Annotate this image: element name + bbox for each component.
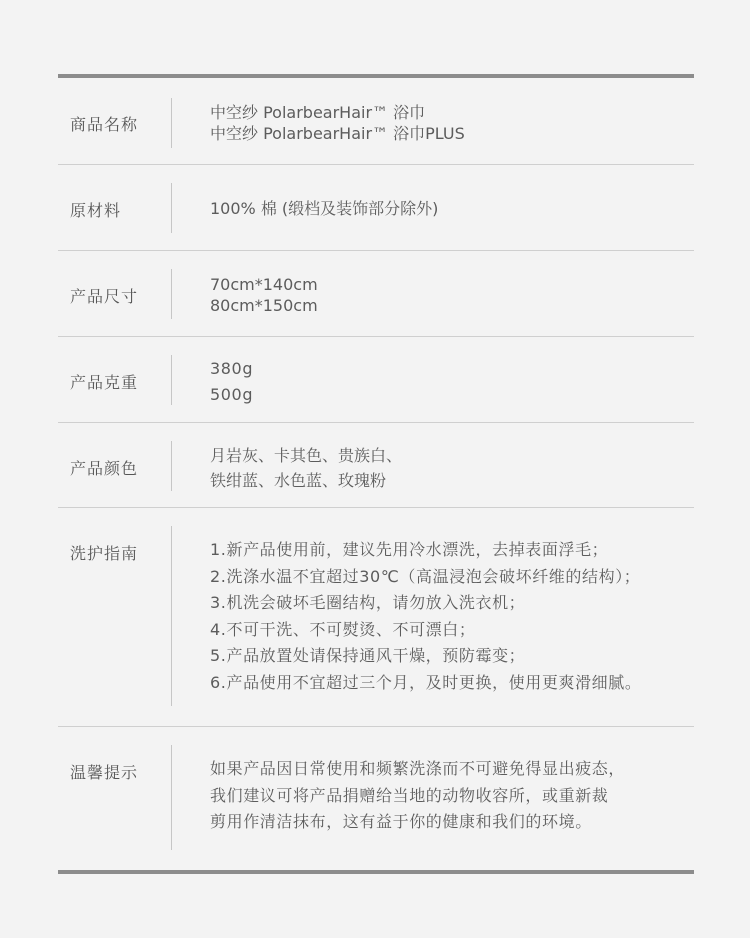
row-separator <box>58 336 694 337</box>
care-step: 4.不可干洗、不可熨烫、不可漂白； <box>210 619 476 639</box>
care-step: 6.产品使用不宜超过三个月，及时更换，使用更爽滑细腻。 <box>210 672 642 692</box>
care-step: 3.机洗会破坏毛圈结构，请勿放入洗衣机； <box>210 593 526 612</box>
care-step: 2.洗涤水温不宜超过30℃（高温浸泡会破坏纤维的结构）； <box>210 566 641 586</box>
value-line: 中空纱 PolarbearHair™ 浴巾PLUS <box>210 124 465 143</box>
value-line: 如果产品因日常使用和频繁洗涤而不可避免得显出疲态， <box>210 759 626 778</box>
value-line: 剪用作清洁抹布，这有益于你的健康和我们的环境。 <box>210 812 592 831</box>
value-line: 70cm*140cm <box>210 275 318 294</box>
row-separator <box>58 164 694 165</box>
row-label-product-name: 商品名称 <box>70 115 139 134</box>
value-line: 月岩灰、卡其色、贵族白、 <box>210 446 403 465</box>
care-step: 1.新产品使用前，建议先用冷水漂洗，去掉表面浮毛； <box>210 540 609 559</box>
row-separator <box>58 422 694 423</box>
row-divider <box>171 441 172 491</box>
row-separator <box>58 726 694 727</box>
row-value-material <box>210 198 438 219</box>
row-separator <box>58 507 694 508</box>
row-value-product-name <box>210 102 465 144</box>
row-label-material: 原材料 <box>70 201 122 220</box>
value-line: 500g <box>210 385 254 404</box>
value-line: 100% 棉 (缎档及装饰部分除外) <box>210 199 439 218</box>
row-value-weight <box>210 356 253 408</box>
row-label-care-guide: 洗护指南 <box>70 544 139 563</box>
row-divider <box>171 355 172 405</box>
row-value-size <box>210 274 318 316</box>
row-divider <box>171 98 172 148</box>
row-label-tips: 温馨提示 <box>70 763 139 782</box>
row-value-color <box>210 443 402 493</box>
row-divider <box>171 526 172 706</box>
row-divider <box>171 183 172 233</box>
row-value-tips <box>210 756 625 836</box>
row-divider <box>171 269 172 319</box>
row-label-size: 产品尺寸 <box>70 287 139 306</box>
value-line: 380g <box>210 359 254 378</box>
row-label-weight: 产品克重 <box>70 373 139 392</box>
value-line: 中空纱 PolarbearHair™ 浴巾 <box>210 103 426 122</box>
row-separator <box>58 250 694 251</box>
value-line: 铁绀蓝、水色蓝、玫瑰粉 <box>210 471 387 490</box>
value-line: 我们建议可将产品捐赠给当地的动物收容所，或重新裁 <box>210 785 609 805</box>
row-label-color: 产品颜色 <box>70 459 139 478</box>
row-value-care-guide <box>210 537 641 696</box>
row-divider <box>171 745 172 850</box>
table-top-border <box>58 74 694 78</box>
value-line: 80cm*150cm <box>210 296 318 315</box>
care-step: 5.产品放置处请保持通风干燥，预防霉变； <box>210 646 526 665</box>
table-bottom-border <box>58 870 694 874</box>
